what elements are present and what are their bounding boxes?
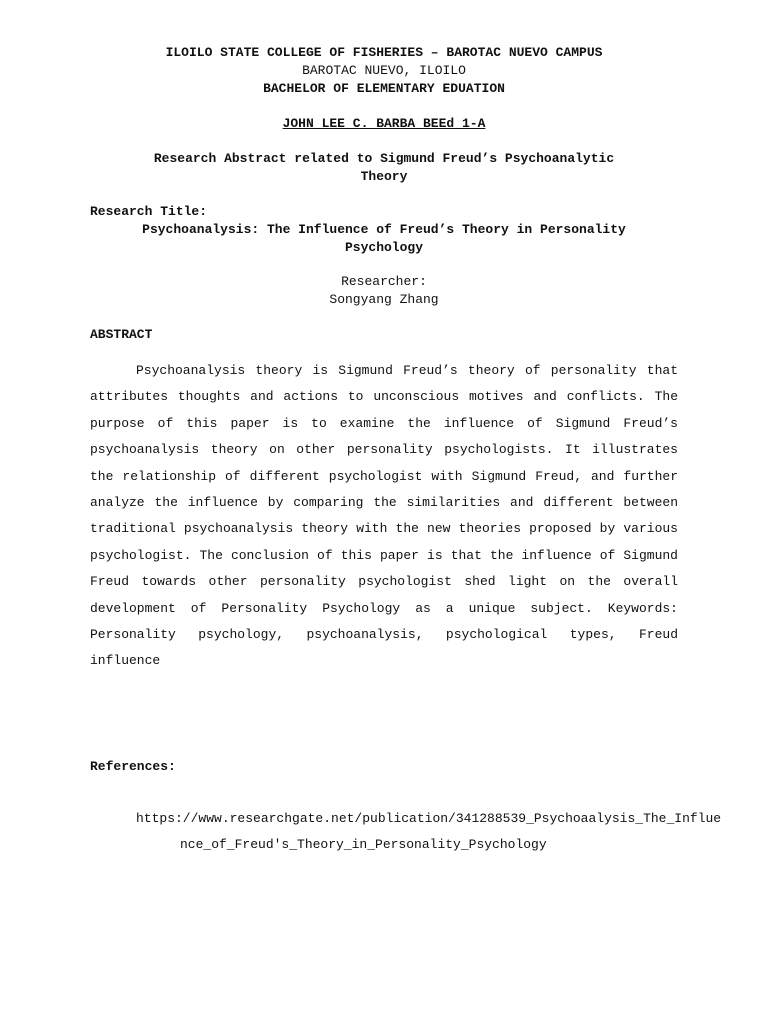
document-heading-line-2: Theory [360, 169, 408, 184]
researcher-label: Researcher: [341, 274, 427, 289]
researcher-name: Songyang Zhang [329, 292, 439, 307]
document-heading-line-1: Research Abstract related to Sigmund Freud’s Psychoanalytic [153, 151, 615, 166]
student-name [90, 115, 678, 133]
research-title-line-1: Psychoanalysis: The Influence of Freud’s Theory in Personality [142, 222, 626, 237]
abstract-body: Psychoanalysis theory is Sigmund Freud’s theory of personality that attributes thoughts and actions to unconscious motives and conflicts. The purpose of this paper is to examine the influence of Sigmund Freud’s psychoanalysis theory on other personality psychologists. It illustrates the relationship of different psychologist with Sigmund Freud, and further analyze the influence by comparing the similarities and different between traditional psychoanalysis theory with the new theories proposed by various psychologist. The conclusion of this paper is that the influence of Sigmund Freud towards other personality psychologist shed light on the overall development of Personality Psychology as a unique subject. Keywords: Personality psychology, psychoanalysis, psychological types, Freud influence [90, 363, 678, 669]
institution-location: BAROTAC NUEVO, ILOILO [302, 63, 466, 78]
references-heading: References: [90, 759, 176, 774]
reference-link[interactable]: https://www.researchgate.net/publication/341288539_Psychoaalysis_The_Influence_of_Freud's_Theory_in_Personality_Psychology [136, 811, 722, 853]
program-name: BACHELOR OF ELEMENTARY EDUATION [263, 81, 505, 96]
institution-name: ILOILO STATE COLLEGE OF FISHERIES – BAROTAC NUEVO CAMPUS [165, 45, 603, 60]
abstract-heading: ABSTRACT [90, 327, 153, 342]
research-title-label: Research Title: [90, 204, 208, 219]
research-title-line-2: Psychology [344, 240, 423, 255]
student-name-text: JOHN LEE C. BARBA BEEd 1-A [282, 116, 486, 131]
